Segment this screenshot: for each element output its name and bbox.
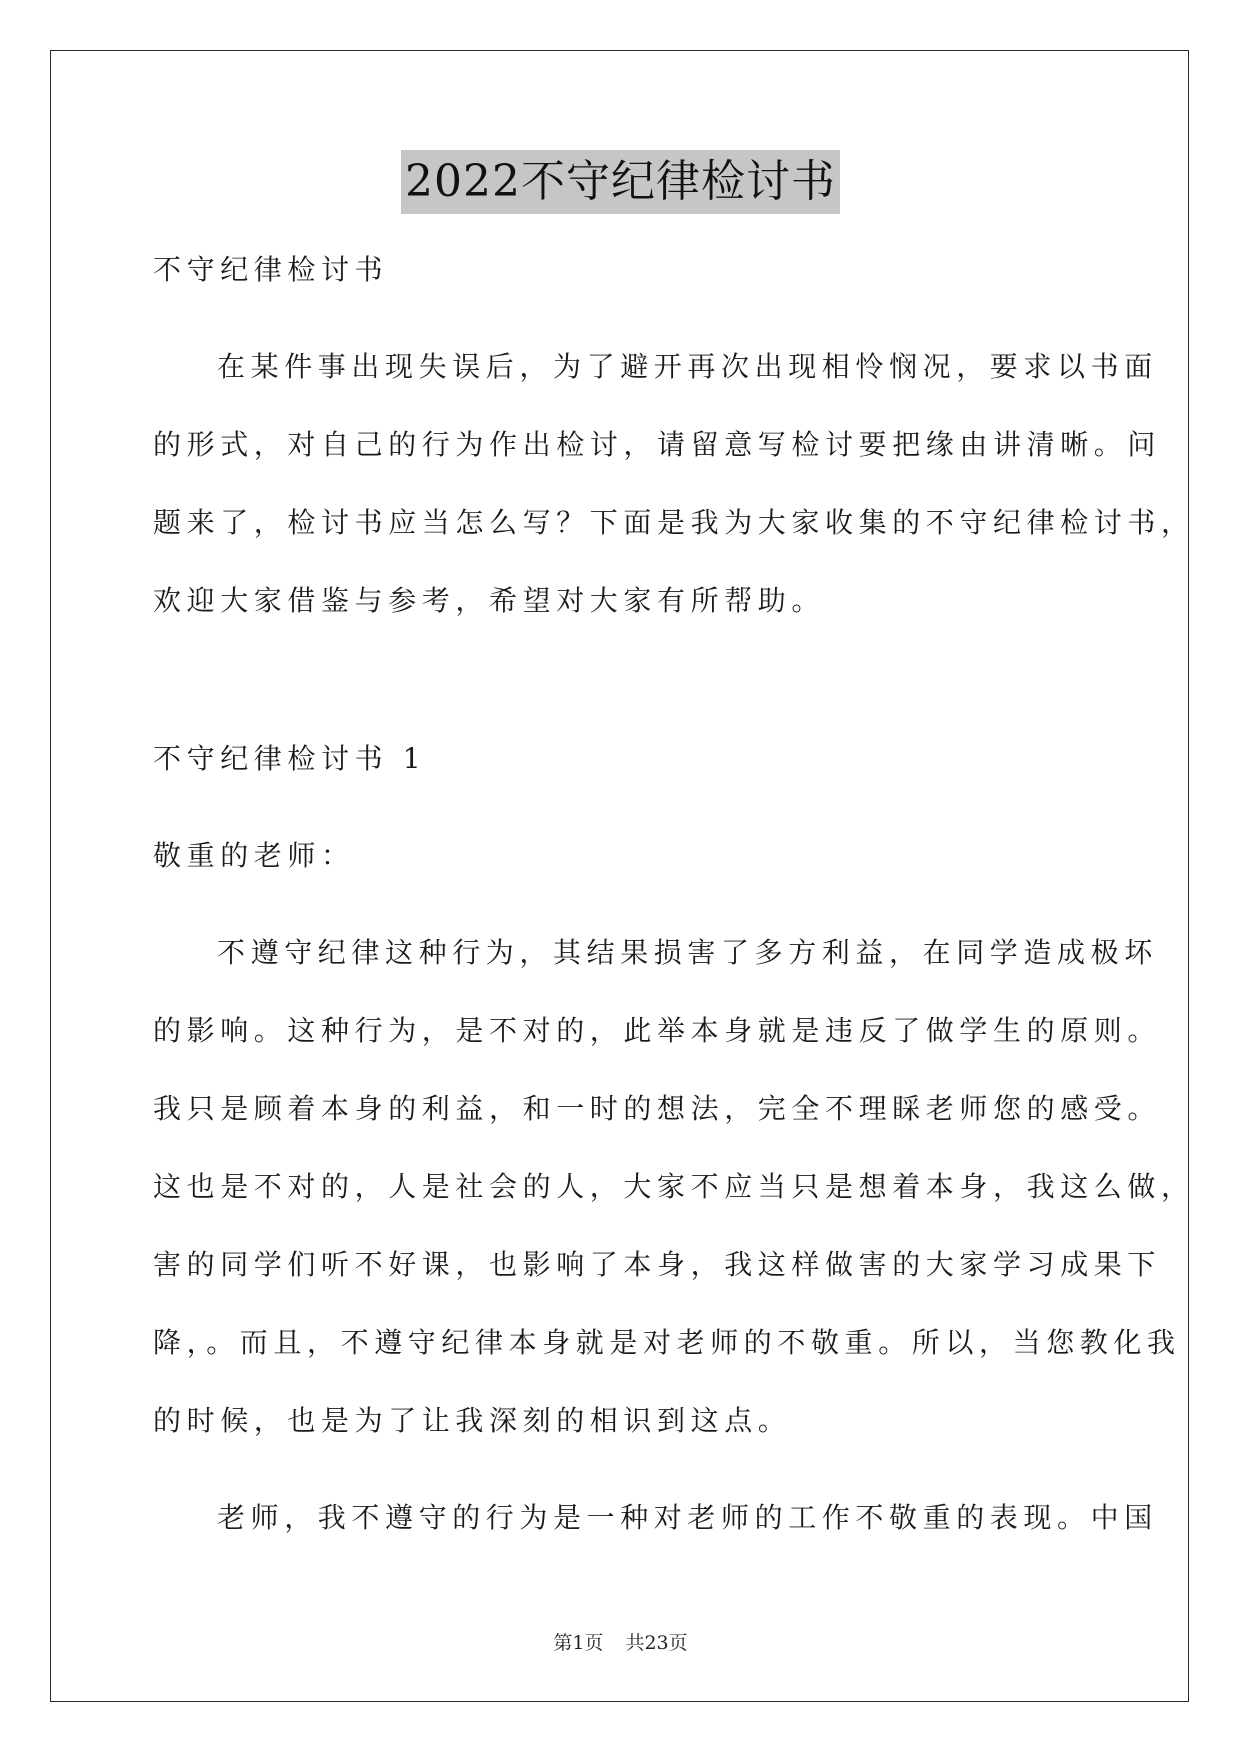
line-gap bbox=[153, 1297, 1093, 1311]
paragraph-gap bbox=[153, 888, 1093, 921]
page-total: 共23页 bbox=[625, 1632, 688, 1654]
line-gap bbox=[153, 985, 1093, 999]
paragraph-line: 害的同学们听不好课，也影响了本身，我这样做害的大家学习成果下 bbox=[153, 1248, 1162, 1281]
line-gap bbox=[153, 1141, 1093, 1155]
line-gap bbox=[153, 1063, 1093, 1077]
line-gap bbox=[153, 1219, 1093, 1233]
paragraph-line: 的影响。这种行为，是不对的，此举本身就是违反了做学生的原则。 bbox=[153, 1014, 1162, 1047]
line-gap bbox=[153, 399, 1093, 413]
document-title: 2022不守纪律检讨书 bbox=[401, 150, 840, 214]
paragraph-line: 的形式，对自己的行为作出检讨，请留意写检讨要把缘由讲清晰。问 bbox=[153, 428, 1162, 461]
paragraph-line: 的时候，也是为了让我深刻的相识到这点。 bbox=[153, 1404, 792, 1437]
subtitle-line: 不守纪律检讨书 bbox=[153, 253, 389, 286]
paragraph-gap bbox=[153, 1453, 1093, 1486]
paragraph-line: 老师，我不遵守的行为是一种对老师的工作不敬重的表现。中国 bbox=[217, 1501, 1158, 1534]
section-gap bbox=[153, 633, 1093, 727]
paragraph-gap bbox=[153, 791, 1093, 824]
paragraph-line: 题来了，检讨书应当怎么写？下面是我为大家收集的不守纪律检讨书， bbox=[153, 506, 1195, 539]
document-body bbox=[153, 238, 1195, 1550]
section-heading: 不守纪律检讨书 1 bbox=[153, 742, 427, 775]
page-number: 第1页 bbox=[553, 1632, 604, 1654]
paragraph-line: 我只是顾着本身的利益，和一时的想法，完全不理睬老师您的感受。 bbox=[153, 1092, 1162, 1125]
title-container bbox=[0, 150, 1241, 214]
paragraph-line: 不遵守纪律这种行为，其结果损害了多方利益，在同学造成极坏 bbox=[217, 936, 1158, 969]
line-gap bbox=[153, 1375, 1093, 1389]
paragraph-line: 这也是不对的，人是社会的人，大家不应当只是想着本身，我这么做， bbox=[153, 1170, 1195, 1203]
paragraph-line: 在某件事出现失误后，为了避开再次出现相怜悯况，要求以书面 bbox=[217, 350, 1158, 383]
line-gap bbox=[153, 477, 1093, 491]
salutation: 敬重的老师： bbox=[153, 839, 355, 872]
paragraph-line: 降，。而且，不遵守纪律本身就是对老师的不敬重。所以，当您教化我 bbox=[153, 1326, 1181, 1359]
page-footer bbox=[0, 1631, 1241, 1655]
line-gap bbox=[153, 555, 1093, 569]
paragraph-gap bbox=[153, 302, 1093, 335]
paragraph-line: 欢迎大家借鉴与参考，希望对大家有所帮助。 bbox=[153, 584, 826, 617]
